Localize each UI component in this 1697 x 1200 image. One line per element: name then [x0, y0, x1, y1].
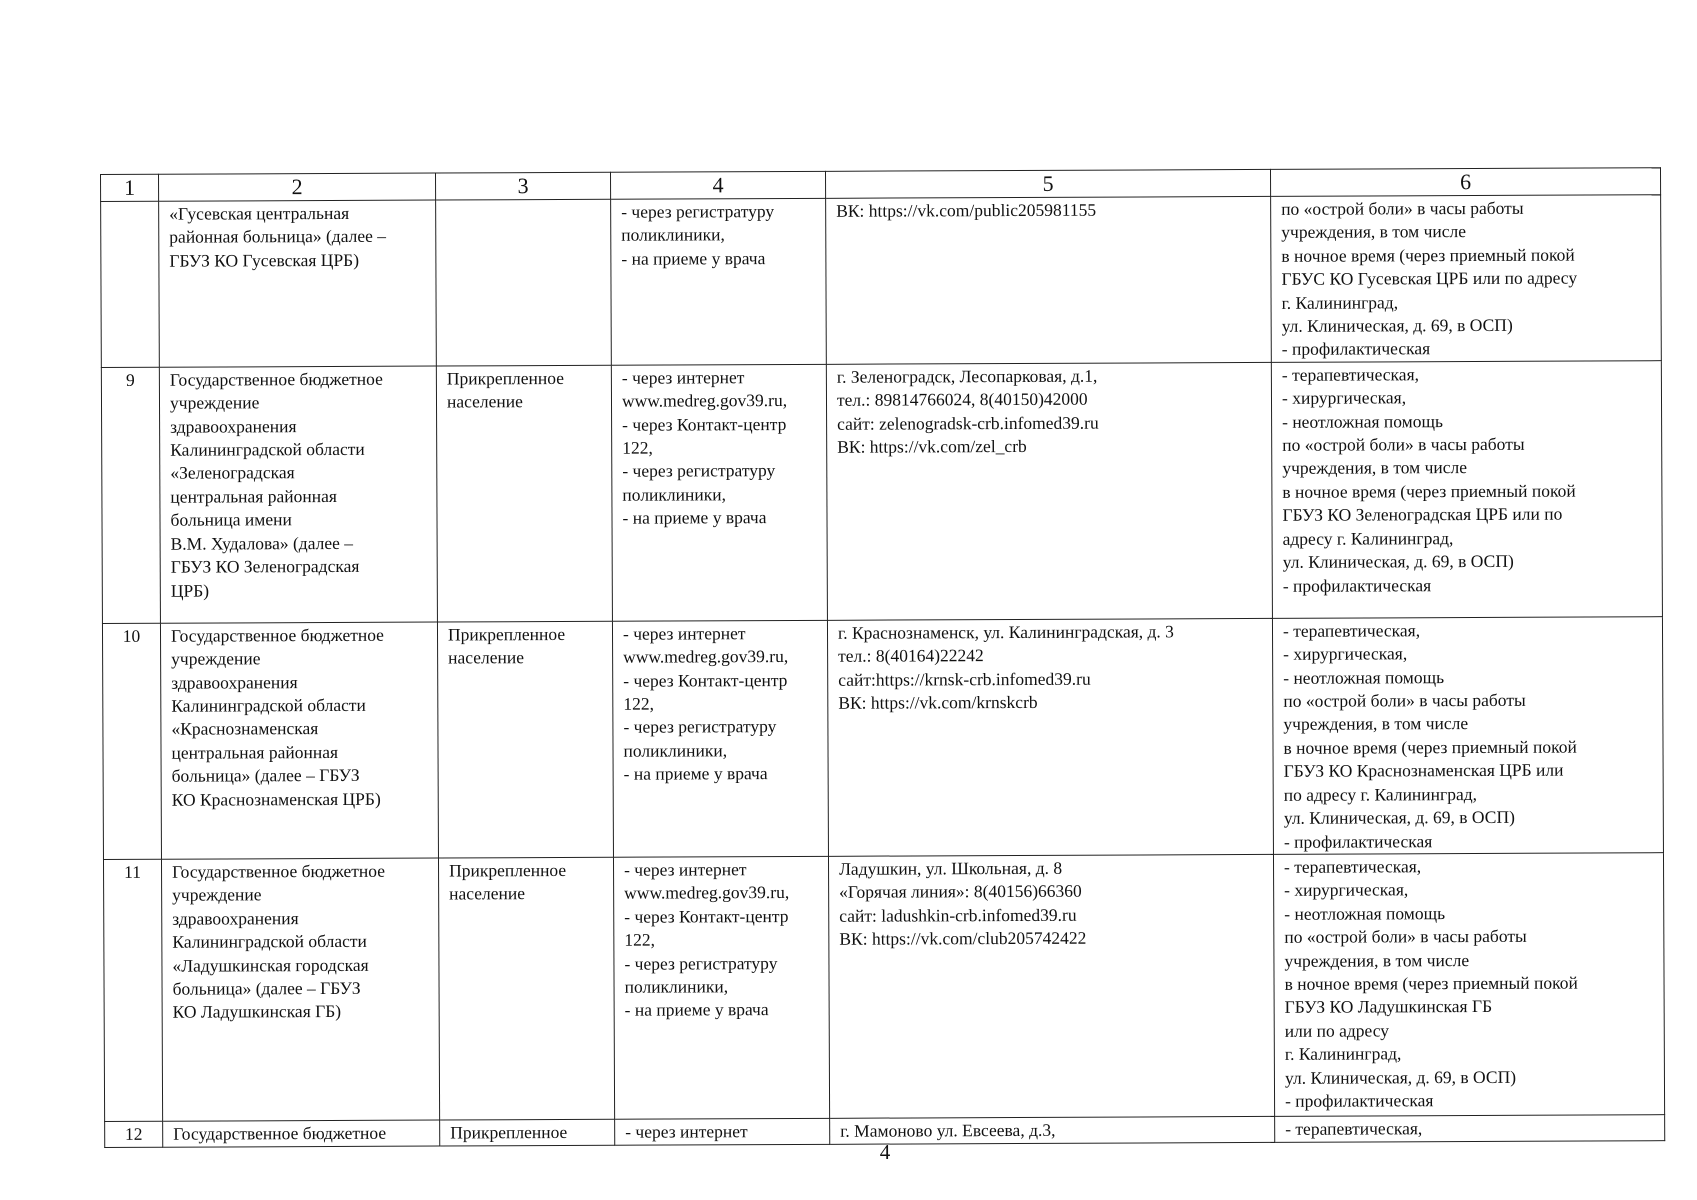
appointment-methods: - через интернет www.medreg.gov39.ru, - через Контакт-центр 122, - через регистратуру поликлиники, - на приеме у врача — [613, 856, 829, 1119]
appointment-methods: - через интернет www.medreg.gov39.ru, - через Контакт-центр 122, - через регистратуру поликлиники, - на приеме у врача — [612, 620, 828, 857]
column-number: 6 — [1270, 168, 1660, 197]
column-number: 5 — [825, 169, 1270, 198]
care-types: по «острой боли» в часы работы учреждения, в том числе в ночное время (через приемный покой ГБУС КО Гусевская ЦРБ или по адресу г. Калининград, ул. Клиническая, д. 69, в ОСП) - профилактическая — [1271, 195, 1662, 363]
table-row — [101, 195, 1662, 368]
row-number: 9 — [101, 367, 160, 623]
column-number: 4 — [610, 171, 825, 199]
contact-info: г. Мамоново ул. Евсеева, д.3, — [830, 1116, 1275, 1144]
page-number: 4 — [879, 1140, 891, 1164]
care-types: - терапевтическая, — [1275, 1115, 1665, 1143]
row-number: 10 — [102, 623, 161, 859]
institution-name: Государственное бюджетное учреждение здравоохранения Калининградской области «Ладушкинская городская больница» (далее – ГБУЗ КО Ладушкинская ГБ) — [161, 858, 439, 1121]
column-number: 2 — [159, 173, 436, 201]
appointment-methods: - через регистратуру поликлиники, - на приеме у врача — [611, 198, 827, 365]
population-type: Прикрепленное население — [436, 365, 612, 622]
appointment-methods: - через интернет www.medreg.gov39.ru, - через Контакт-центр 122, - через регистратуру поликлиники, - на приеме у врача — [611, 364, 827, 621]
table-row — [101, 361, 1662, 624]
contact-info: г. Зеленоградск, Лесопарковая, д.1, тел.: 89814766024, 8(40150)42000 сайт: zelenogradsk-crb.infomed39.ru ВК: https://vk.com/zel_crb — [826, 362, 1272, 620]
institution-name: Государственное бюджетное — [163, 1120, 440, 1147]
contact-info: г. Краснознаменск, ул. Калининградская, д. 3 тел.: 8(40164)22242 сайт:https://krnsk-crb.infomed39.ru ВК: https://vk.com/krnskcrb — [827, 618, 1273, 856]
column-number: 1 — [101, 174, 159, 201]
care-types: - терапевтическая, - хирургическая, - неотложная помощь по «острой боли» в часы работы учреждения, в том числе в ночное время (через приемный покой ГБУЗ КО Ладушкинская ГБ или по адресу г. Калининград, ул. Клиническая, д. 69, в ОСП) - профилактическая — [1273, 853, 1664, 1117]
institutions-table — [100, 167, 1665, 1148]
institution-name: Государственное бюджетное учреждение здравоохранения Калининградской области «Зеленоградская центральная районная больница имени В.М. Худалова» (далее – ГБУЗ КО Зеленоградская ЦРБ) — [159, 366, 437, 623]
appointment-methods: - через интернет — [615, 1118, 830, 1145]
population-type: Прикрепленное население — [438, 857, 614, 1120]
contact-info: Ладушкин, ул. Школьная, д. 8 «Горячая линия»: 8(40156)66360 сайт: ladushkin-crb.infomed39.ru ВК: https://vk.com/club205742422 — [828, 854, 1274, 1118]
table-row — [102, 617, 1663, 860]
care-types: - терапевтическая, - хирургическая, - неотложная помощь по «острой боли» в часы работы учреждения, в том числе в ночное время (через приемный покой ГБУЗ КО Краснознаменская ЦРБ или по адресу г. Калининград, ул. Клиническая, д. 69, в ОСП) - профилактическая — [1272, 617, 1663, 855]
population-type: Прикрепленное — [440, 1119, 615, 1146]
table-row — [103, 853, 1664, 1122]
care-types: - терапевтическая, - хирургическая, - неотложная помощь по «острой боли» в часы работы учреждения, в том числе в ночное время (через приемный покой ГБУЗ КО Зеленоградская ЦРБ или по адресу г. Калининград, ул. Клиническая, д. 69, в ОСП) - профилактическая — [1271, 361, 1662, 619]
population-type — [436, 199, 612, 366]
contact-info: ВК: https://vk.com/public205981155 — [826, 196, 1272, 364]
institution-name: «Гусевская центральная районная больница» (далее – ГБУЗ КО Гусевская ЦРБ) — [159, 200, 437, 367]
institution-name: Государственное бюджетное учреждение здравоохранения Калининградской области «Краснознаменская центральная районная больница» (далее – ГБУЗ КО Краснознаменская ЦРБ) — [160, 622, 438, 859]
row-number: 12 — [105, 1121, 163, 1147]
row-number — [101, 201, 160, 367]
row-number: 11 — [103, 859, 162, 1121]
column-number: 3 — [435, 172, 610, 200]
population-type: Прикрепленное население — [437, 621, 613, 858]
